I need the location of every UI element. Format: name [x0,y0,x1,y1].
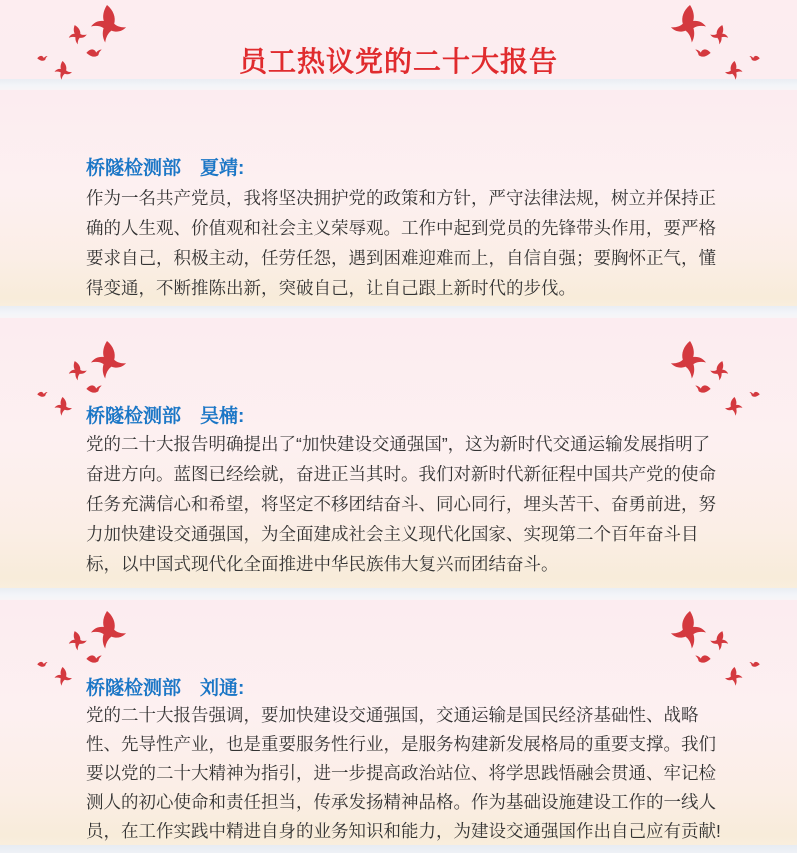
commenter-header-2: 桥隧检测部 吴楠: [86,406,245,427]
divider-strip [0,845,797,853]
comment-body-3: 党的二十大报告强调，要加快建设交通强国，交通运输是国民经济基础性、战略性、先导性产业，也是重要服务性行业，是服务构建新发展格局的重要支撑。我们要以党的二十大精神为指引，进一步提高政治站位、将学思践悟融会贯通、牢记检测人的初心使命和责任担当，传承发扬精神品格。作为基础设施建设工作的一线人员，在工作实践中精进自身的业务知识和能力，为建设交通强国作出自己应有贡献! [86,705,721,841]
page-title: 员工热议党的二十大报告 [238,46,558,77]
divider-strip [0,306,797,318]
commenter-header-3: 桥隧检测部 刘通: [86,678,245,699]
commenter-header-1: 桥隧检测部 夏靖: [86,158,245,179]
divider-strip [0,588,797,600]
comment-body-1: 作为一名共产党员，我将坚决拥护党的政策和方针，严守法律法规，树立并保持正确的人生观、价值观和社会主义荣辱观。工作中起到党员的先锋带头作用，要严格要求自己，积极主动，任劳任怨，遇到困难迎难而上，自信自强；要胸怀正气，懂得变通，不断推陈出新，突破自己，让自己跟上新时代的步伐。 [86,188,716,298]
divider-strip [0,79,797,90]
comment-body-2: 党的二十大报告明确提出了“加快建设交通强国”，这为新时代交通运输发展指明了奋进方向。蓝图已经绘就，奋进正当其时。我们对新时代新征程中国共产党的使命任务充满信心和希望，将坚定不移团结奋斗、同心同行，埋头苦干、奋勇前进，努力加快建设交通强国，为全面建成社会主义现代化国家、实现第二个百年奋斗目标，以中国式现代化全面推进中华民族伟大复兴而团结奋斗。 [86,434,716,574]
